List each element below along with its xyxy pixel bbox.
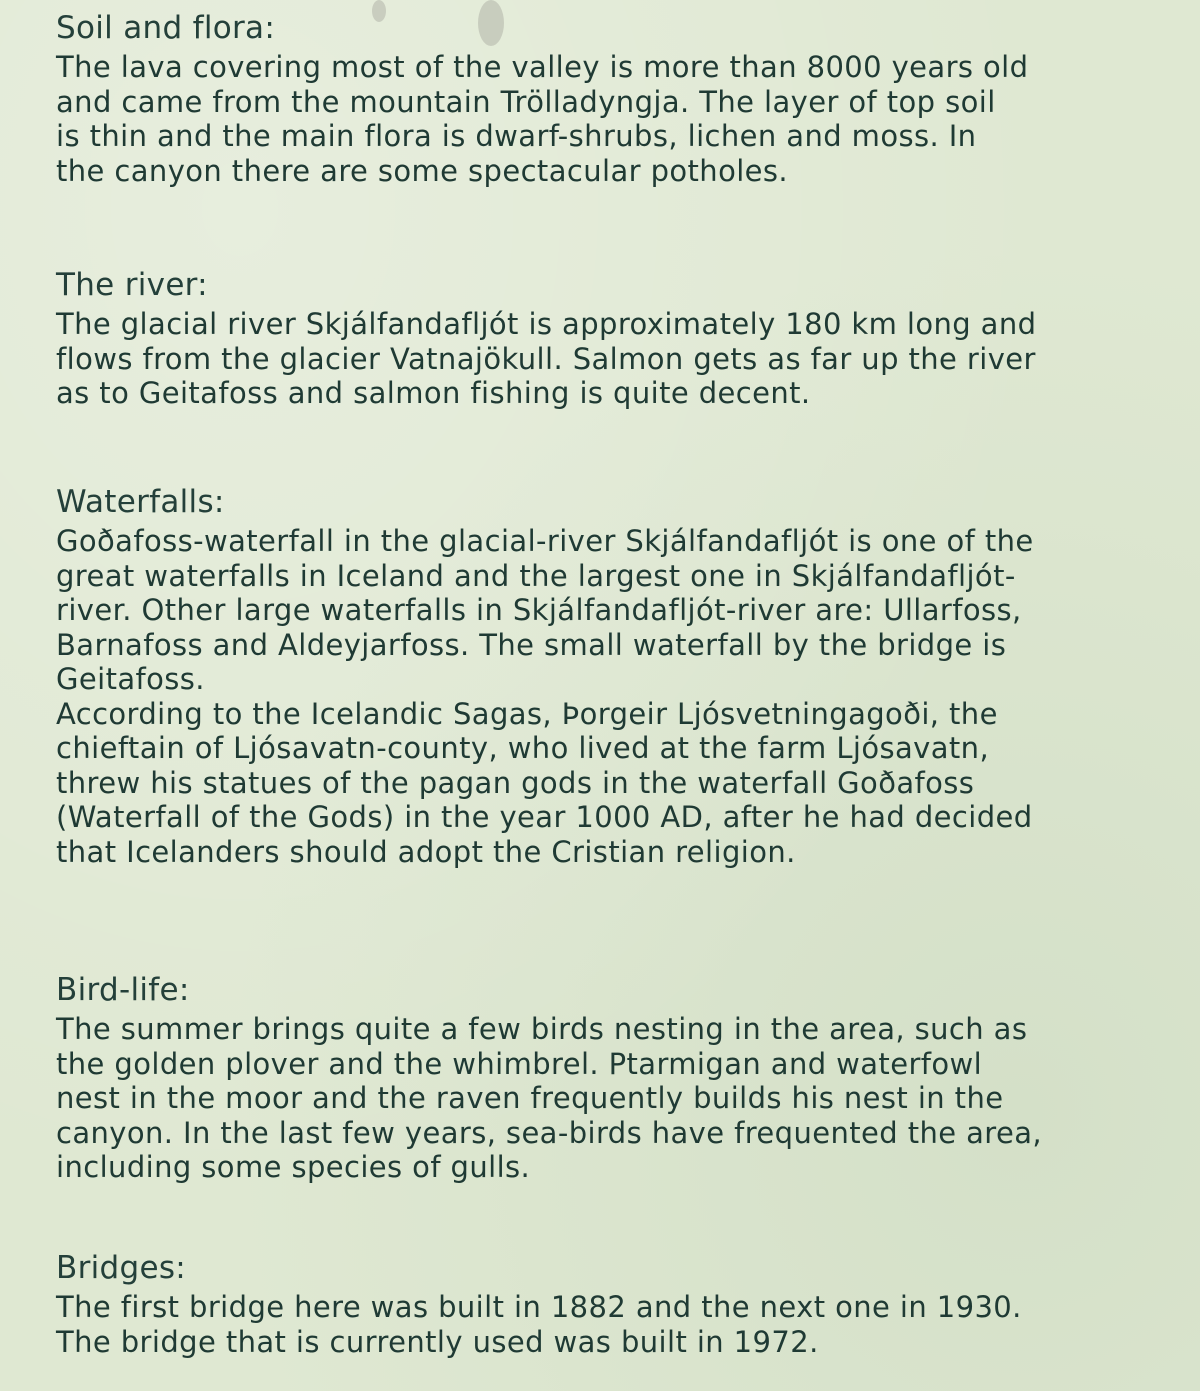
text-line: The lava covering most of the valley is more than 8000 years old	[56, 50, 1029, 84]
text-line: including some species of gulls.	[56, 1150, 531, 1184]
text-line: threw his statues of the pagan gods in the waterfall Goðafoss	[56, 765, 975, 800]
text-line: Goðafoss-waterfall in the glacial-river Skjálfandafljót is one of the	[56, 524, 1034, 558]
section-heading: Bird-life:	[56, 972, 190, 1008]
text-line: great waterfalls in Iceland and the largest one in Skjálfandafljót-	[56, 558, 1016, 593]
text-line: The bridge that is currently used was built in 1972.	[56, 1324, 819, 1359]
text-line: The first bridge here was built in 1882 and the next one in 1930.	[56, 1290, 1022, 1324]
text-line: nest in the moor and the raven frequently builds his nest in the	[56, 1081, 1004, 1115]
text-line: that Icelanders should adopt the Cristian religion.	[56, 834, 796, 869]
text-line: the canyon there are some spectacular potholes.	[56, 153, 789, 188]
section-the-river	[56, 263, 1036, 411]
section-heading: Bridges:	[56, 1250, 187, 1286]
text-line: canyon. In the last few years, sea-birds have frequented the area,	[56, 1115, 1042, 1150]
section-heading: Waterfalls:	[56, 484, 225, 520]
section-heading: The river:	[56, 267, 208, 303]
section-bird-life	[56, 968, 1042, 1185]
text-line: (Waterfall of the Gods) in the year 1000 AD, after he had decided	[56, 800, 1033, 834]
text-line: is thin and the main flora is dwarf-shrubs, lichen and moss. In	[56, 119, 977, 153]
text-line: flows from the glacier Vatnajökull. Salmon gets as far up the river	[56, 341, 1036, 376]
text-line: Barnafoss and Aldeyjarfoss. The small waterfall by the bridge is	[56, 627, 1007, 662]
section-soil-and-flora	[56, 6, 1028, 188]
text-line: chieftain of Ljósavatn-county, who lived at the farm Ljósavatn,	[56, 731, 990, 765]
text-line: Geitafoss.	[56, 662, 205, 696]
text-line: as to Geitafoss and salmon fishing is quite decent.	[56, 376, 811, 410]
section-heading: Soil and flora:	[56, 10, 276, 46]
text-line: The glacial river Skjálfandafljót is approximately 180 km long and	[56, 307, 1037, 341]
text-line: The summer brings quite a few birds nesting in the area, such as	[56, 1012, 1028, 1046]
text-line: river. Other large waterfalls in Skjálfandafljót-river are: Ullarfoss,	[56, 593, 1022, 627]
section-waterfalls	[56, 480, 1034, 869]
section-bridges	[56, 1246, 1022, 1359]
text-line: the golden plover and the whimbrel. Ptarmigan and waterfowl	[56, 1046, 983, 1081]
text-line: and came from the mountain Trölladyngja. The layer of top soil	[56, 84, 996, 119]
text-line: According to the Icelandic Sagas, Þorgeir Ljósvetningagoði, the	[56, 696, 998, 731]
